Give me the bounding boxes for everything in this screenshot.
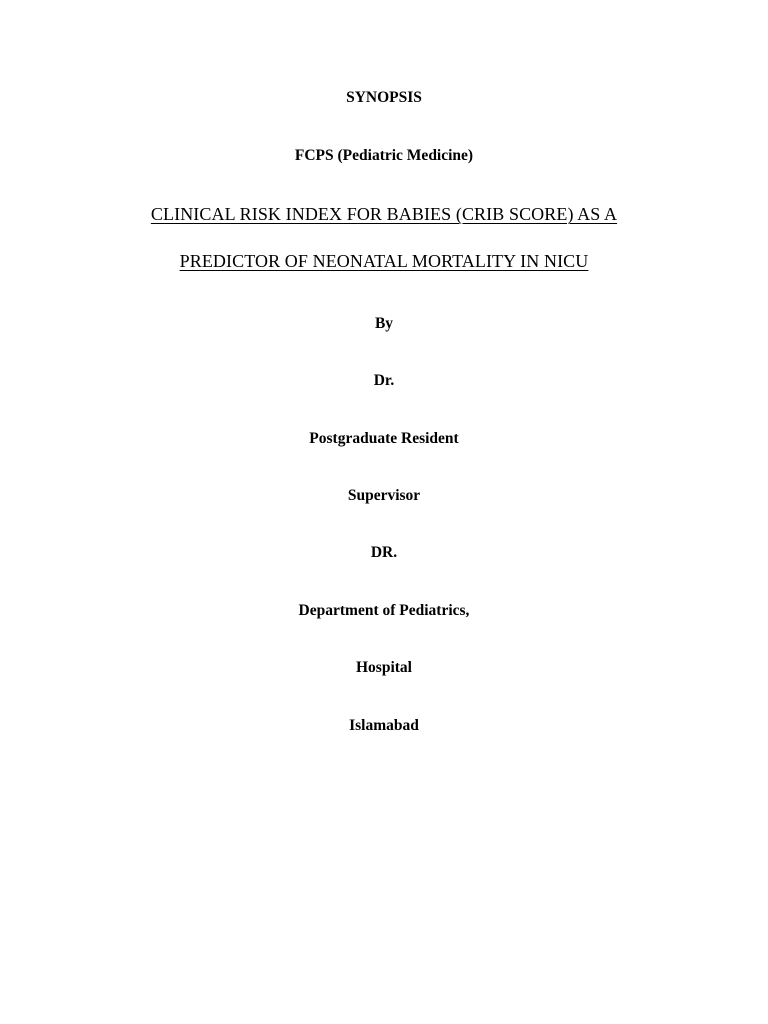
supervisor-label: Supervisor (347, 487, 421, 504)
document-heading: SYNOPSIS (346, 89, 422, 106)
degree-line: FCPS (Pediatric Medicine) (294, 147, 474, 164)
department-line: Department of Pediatrics, (298, 602, 470, 619)
hospital-line: Hospital (356, 659, 412, 676)
author-name: Dr. (373, 372, 395, 389)
city-line: Islamabad (349, 717, 419, 734)
title-line-1: CLINICAL RISK INDEX FOR BABIES (CRIB SCORE) AS A (150, 204, 618, 224)
title-line-2: PREDICTOR OF NEONATAL MORTALITY IN NICU (179, 251, 589, 271)
author-role: Postgraduate Resident (309, 430, 459, 447)
by-label: By (374, 315, 394, 332)
supervisor-name: DR. (370, 544, 398, 561)
